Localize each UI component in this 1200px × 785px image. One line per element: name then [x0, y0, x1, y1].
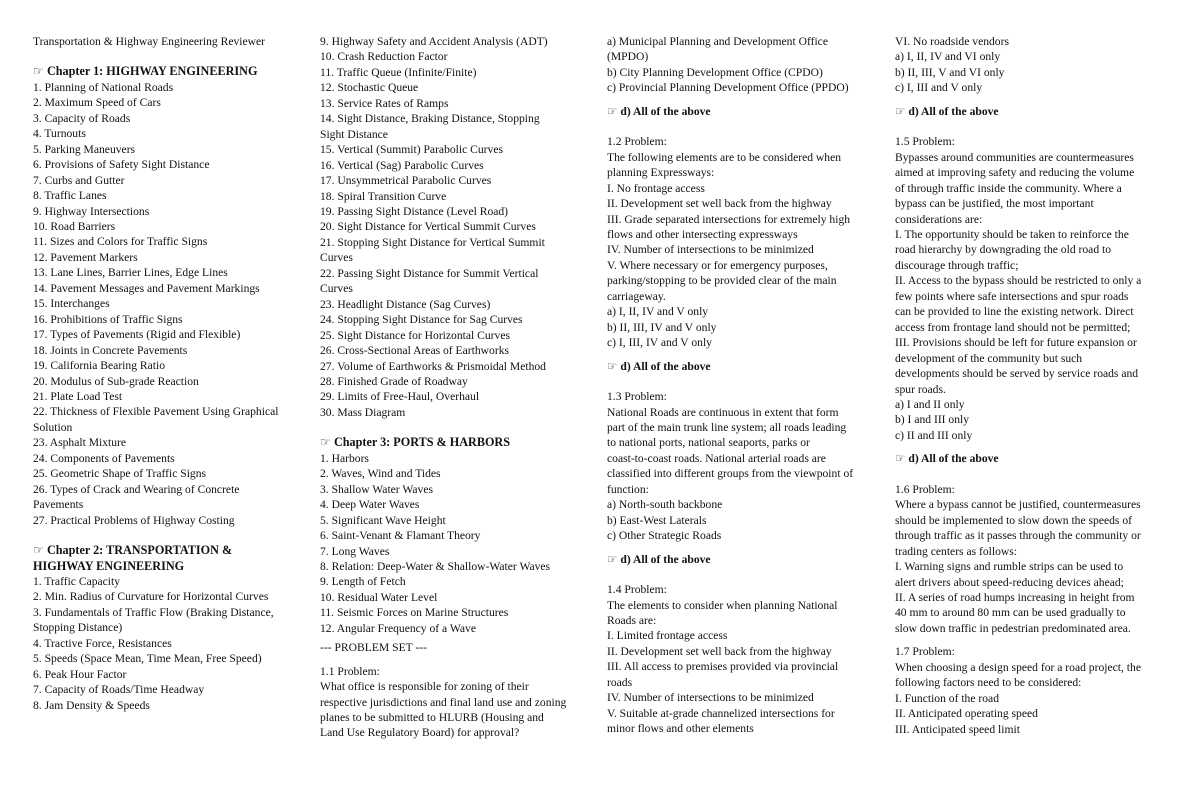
text-line: 40 mm to around 80 mm can be used gradually to: [895, 606, 1126, 620]
text-line: 3. Capacity of Roads: [33, 111, 131, 125]
pointing-hand-icon: ☞: [607, 552, 618, 566]
text-line: 28. Finished Grade of Roadway: [320, 374, 468, 388]
text-line: The following elements are to be considered when: [607, 150, 842, 164]
text-line: c) Provincial Planning Development Office (PPDO): [607, 81, 849, 95]
text-line: 4. Turnouts: [33, 127, 86, 141]
column-1: [33, 34, 311, 713]
text-line: 27. Practical Problems of Highway Costing: [33, 513, 235, 527]
pointing-hand-icon: ☞: [895, 104, 906, 118]
text-line: classified into different groups from the viewpoint of: [607, 467, 854, 481]
text-line: 19. California Bearing Ratio: [33, 359, 166, 373]
text-line: 22. Thickness of Flexible Pavement Using Graphical: [33, 405, 279, 419]
text-line: Sight Distance: [320, 127, 388, 141]
text-line: I. No frontage access: [607, 181, 705, 195]
text-line: 18. Joints in Concrete Pavements: [33, 343, 188, 357]
text-line: a) North-south backbone: [607, 498, 723, 512]
text-line: 6. Saint-Venant & Flamant Theory: [320, 529, 481, 543]
text-line: a) I and II only: [895, 397, 965, 411]
text-line: Curves: [320, 251, 353, 265]
pointing-hand-icon: ☞: [33, 64, 44, 79]
text-line: 4. Tractive Force, Resistances: [33, 636, 172, 650]
text-line: 18. Spiral Transition Curve: [320, 189, 447, 203]
text-line: 7. Curbs and Gutter: [33, 173, 125, 187]
text-line: 7. Long Waves: [320, 544, 390, 558]
text-line: 5. Speeds (Space Mean, Time Mean, Free Speed): [33, 652, 262, 666]
problem-1-7-title: 1.7 Problem:: [895, 645, 955, 659]
document-title: Transportation & Highway Engineering Reviewer: [33, 35, 266, 48]
problem-1-5-text: [895, 150, 1173, 444]
text-line: c) II and III only: [895, 428, 973, 442]
text-line: 8. Jam Density & Speeds: [33, 698, 150, 712]
text-line: 15. Interchanges: [33, 297, 110, 311]
chapter-2-list: [33, 574, 311, 713]
problem-1-1-answer: ☞ d) All of the above: [607, 104, 711, 118]
text-line: 21. Plate Load Test: [33, 389, 123, 403]
text-line: 6. Provisions of Safety Sight Distance: [33, 158, 210, 172]
text-line: 24. Stopping Sight Distance for Sag Curves: [320, 313, 523, 327]
text-line: flows and other intersecting expressways: [607, 227, 798, 241]
text-line: II. A series of road humps increasing in height from: [895, 590, 1135, 604]
text-line: developments should be served by service roads and: [895, 367, 1139, 381]
text-line: 11. Seismic Forces on Marine Structures: [320, 606, 509, 620]
problem-1-4-text-cont: [895, 34, 1173, 96]
text-line: bypass can be justified, the most important: [895, 197, 1094, 211]
text-line: III. All access to premises provided via provincial: [607, 660, 839, 674]
text-line: III. Anticipated speed limit: [895, 722, 1020, 736]
text-line: 12. Stochastic Queue: [320, 81, 419, 95]
text-line: 23. Asphalt Mixture: [33, 436, 127, 450]
text-line: 9. Highway Safety and Accident Analysis (ADT): [320, 35, 548, 48]
text-line: The elements to consider when planning National: [607, 598, 838, 612]
text-line: V. Suitable at-grade channelized intersections for: [607, 706, 835, 720]
text-line: 26. Cross-Sectional Areas of Earthworks: [320, 344, 510, 358]
text-line: 21. Stopping Sight Distance for Vertical Summit: [320, 235, 545, 249]
problem-1-2-answer: ☞ d) All of the above: [607, 359, 711, 373]
text-line: 3. Shallow Water Waves: [320, 482, 433, 496]
text-line: 9. Length of Fetch: [320, 575, 406, 589]
text-line: 10. Road Barriers: [33, 219, 116, 233]
problem-1-2-title: 1.2 Problem:: [607, 135, 667, 149]
text-line: National Roads are continuous in extent that form: [607, 405, 839, 419]
text-line: slow down traffic in pedestrian predominated area.: [895, 621, 1131, 635]
text-line: 25. Sight Distance for Horizontal Curves: [320, 328, 510, 342]
text-line: Roads are:: [607, 613, 657, 627]
text-line: 17. Unsymmetrical Parabolic Curves: [320, 174, 492, 188]
text-line: IV. Number of intersections to be minimized: [607, 691, 814, 705]
text-line: part of the main trunk line system; all roads leading: [607, 420, 847, 434]
text-line: should be implemented to slow down the speeds of: [895, 513, 1132, 527]
text-line: V. Where necessary or for emergency purposes,: [607, 258, 828, 272]
text-line: c) Other Strategic Roads: [607, 529, 722, 543]
text-line: b) I and III only: [895, 413, 970, 427]
text-line: b) II, III, V and VI only: [895, 65, 1005, 79]
text-line: 19. Passing Sight Distance (Level Road): [320, 204, 509, 218]
problem-1-3-answer: ☞ d) All of the above: [607, 552, 711, 566]
text-line: of through traffic inside the community. Where a: [895, 181, 1122, 195]
text-line: 20. Sight Distance for Vertical Summit Curves: [320, 220, 536, 234]
text-line: I. The opportunity should be taken to reinforce the: [895, 227, 1129, 241]
text-line: c) I, III, IV and V only: [607, 336, 712, 350]
text-line: 17. Types of Pavements (Rigid and Flexible): [33, 328, 241, 342]
text-line: a) I, II, IV and V only: [607, 305, 709, 319]
pointing-hand-icon: ☞: [607, 104, 618, 118]
text-line: respective jurisdictions and final land use and zoning: [320, 695, 567, 709]
text-line: considerations are:: [895, 212, 983, 226]
text-line: b) East-West Laterals: [607, 513, 707, 527]
problem-1-6-text: [895, 497, 1173, 636]
text-line: function:: [607, 482, 649, 496]
text-line: II. Access to the bypass should be restricted to only a: [895, 274, 1142, 288]
text-line: 27. Volume of Earthworks & Prismoidal Method: [320, 359, 546, 373]
text-line: 16. Prohibitions of Traffic Signs: [33, 312, 183, 326]
text-line: 20. Modulus of Sub-grade Reaction: [33, 374, 199, 388]
text-line: Curves: [320, 282, 353, 296]
text-line: minor flows and other elements: [607, 722, 754, 736]
text-line: 1. Harbors: [320, 451, 369, 465]
text-line: 2. Maximum Speed of Cars: [33, 96, 161, 110]
text-line: 10. Residual Water Level: [320, 590, 438, 604]
text-line: through traffic as it passes through the community or: [895, 529, 1141, 543]
text-line: 23. Headlight Distance (Sag Curves): [320, 297, 491, 311]
text-line: 12. Pavement Markers: [33, 250, 138, 264]
text-line: 25. Geometric Shape of Traffic Signs: [33, 467, 207, 481]
chapter-2-heading-cont: HIGHWAY ENGINEERING: [33, 558, 185, 573]
text-line: following factors need to be considered:: [895, 676, 1082, 690]
text-line: When choosing a design speed for a road project, the: [895, 660, 1141, 674]
text-line: 14. Sight Distance, Braking Distance, Stopping: [320, 112, 540, 126]
text-line: 30. Mass Diagram: [320, 405, 406, 419]
text-line: 3. Fundamentals of Traffic Flow (Braking Distance,: [33, 605, 274, 619]
problem-1-5-answer: ☞ d) All of the above: [895, 452, 999, 466]
column-3: [607, 34, 883, 737]
text-line: can be provided to line the existing network. Direct: [895, 305, 1134, 319]
chapter-1-heading: ☞ Chapter 1: HIGHWAY ENGINEERING: [33, 64, 258, 79]
text-line: VI. No roadside vendors: [895, 35, 1009, 48]
text-line: 22. Passing Sight Distance for Summit Vertical: [320, 266, 539, 280]
text-line: (MPDO): [607, 50, 649, 64]
text-line: 11. Sizes and Colors for Traffic Signs: [33, 235, 208, 249]
text-line: trading centers as follows:: [895, 544, 1018, 558]
text-line: 12. Angular Frequency of a Wave: [320, 621, 476, 635]
text-line: 10. Crash Reduction Factor: [320, 50, 448, 64]
text-line: c) I, III and V only: [895, 81, 983, 95]
text-line: 13. Service Rates of Ramps: [320, 96, 449, 110]
text-line: Land Use Regulatory Board) for approval?: [320, 726, 520, 740]
text-line: aimed at improving safety and reducing the volume: [895, 166, 1135, 180]
text-line: 24. Components of Pavements: [33, 451, 175, 465]
text-line: 9. Highway Intersections: [33, 204, 150, 218]
text-line: b) II, III, IV and V only: [607, 320, 717, 334]
text-line: Stopping Distance): [33, 621, 123, 635]
text-line: I. Function of the road: [895, 691, 999, 705]
text-line: parking/stopping to be provided clear of the main: [607, 274, 837, 288]
text-line: to national ports, national seaports, parks or: [607, 436, 810, 450]
problem-1-4-text: [607, 598, 883, 737]
problem-1-5-title: 1.5 Problem:: [895, 135, 955, 149]
problem-1-6-title: 1.6 Problem:: [895, 482, 955, 496]
text-line: III. Grade separated intersections for extremely high: [607, 212, 851, 226]
pointing-hand-icon: ☞: [607, 359, 618, 373]
text-line: a) Municipal Planning and Development Office: [607, 35, 828, 48]
problem-1-2-text: [607, 150, 883, 351]
text-line: II. Development set well back from the highway: [607, 197, 832, 211]
text-line: 15. Vertical (Summit) Parabolic Curves: [320, 143, 503, 157]
text-line: planes to be submitted to HLURB (Housing and: [320, 711, 544, 725]
text-line: 26. Types of Crack and Wearing of Concrete: [33, 482, 240, 496]
column-4: [895, 34, 1173, 737]
problem-1-4-answer: ☞ d) All of the above: [895, 104, 999, 118]
text-line: road hierarchy by downgrading the old road to: [895, 243, 1112, 257]
text-line: 11. Traffic Queue (Infinite/Finite): [320, 65, 477, 79]
text-line: development of the community but such: [895, 351, 1083, 365]
text-line: 1. Traffic Capacity: [33, 574, 121, 588]
text-line: planning Expressways:: [607, 166, 715, 180]
text-line: 29. Limits of Free-Haul, Overhaul: [320, 390, 480, 404]
text-line: I. Limited frontage access: [607, 629, 728, 643]
text-line: What office is responsible for zoning of their: [320, 680, 529, 694]
text-line: 6. Peak Hour Factor: [33, 667, 127, 681]
text-line: Solution: [33, 420, 73, 434]
text-line: Where a bypass cannot be justified, countermeasures: [895, 498, 1141, 512]
text-line: a) I, II, IV and VI only: [895, 50, 1001, 64]
text-line: 14. Pavement Messages and Pavement Markings: [33, 281, 260, 295]
text-line: 4. Deep Water Waves: [320, 498, 420, 512]
text-line: III. Provisions should be left for future expansion or: [895, 336, 1137, 350]
text-line: b) City Planning Development Office (CPDO): [607, 65, 823, 79]
problem-1-1-title: 1.1 Problem:: [320, 664, 380, 678]
problem-1-1-text: [320, 679, 596, 741]
text-line: 8. Traffic Lanes: [33, 189, 107, 203]
pointing-hand-icon: ☞: [895, 452, 906, 466]
text-line: Bypasses around communities are countermeasures: [895, 150, 1134, 164]
column-2: [320, 34, 596, 741]
text-line: discourage through traffic;: [895, 258, 1019, 272]
text-line: alert drivers about speed-reducing devices ahead;: [895, 575, 1124, 589]
text-line: few points where safe intersections and spur roads: [895, 289, 1129, 303]
text-line: 16. Vertical (Sag) Parabolic Curves: [320, 158, 484, 172]
text-line: II. Development set well back from the highway: [607, 644, 832, 658]
pointing-hand-icon: ☞: [33, 543, 44, 558]
text-line: access from frontage land should not be permitted;: [895, 320, 1131, 334]
text-line: 8. Relation: Deep-Water & Shallow-Water Waves: [320, 559, 551, 573]
text-line: spur roads.: [895, 382, 946, 396]
problem-1-3-text: [607, 405, 883, 544]
text-line: IV. Number of intersections to be minimized: [607, 243, 814, 257]
text-line: 13. Lane Lines, Barrier Lines, Edge Lines: [33, 266, 228, 280]
problem-1-4-title: 1.4 Problem:: [607, 583, 667, 597]
text-line: 5. Parking Maneuvers: [33, 142, 136, 156]
text-line: roads: [607, 675, 633, 689]
text-line: 1. Planning of National Roads: [33, 80, 174, 94]
problem-1-1-choices: [607, 34, 883, 96]
problem-set-label: --- PROBLEM SET ---: [320, 641, 428, 655]
text-line: coast-to-coast roads. National arterial roads are: [607, 451, 826, 465]
text-line: 5. Significant Wave Height: [320, 513, 446, 527]
text-line: Pavements: [33, 498, 84, 512]
chapter-2-list-cont: [320, 34, 596, 420]
text-line: 7. Capacity of Roads/Time Headway: [33, 683, 205, 697]
text-line: carriageway.: [607, 289, 666, 303]
text-line: I. Warning signs and rumble strips can be used to: [895, 560, 1124, 574]
text-line: II. Anticipated operating speed: [895, 707, 1038, 721]
chapter-3-list: [320, 451, 596, 636]
text-line: 2. Waves, Wind and Tides: [320, 467, 441, 481]
chapter-2-heading: ☞ Chapter 2: TRANSPORTATION &: [33, 543, 233, 558]
chapter-1-list: [33, 80, 311, 528]
problem-1-3-title: 1.3 Problem:: [607, 390, 667, 404]
problem-1-7-text: [895, 660, 1173, 737]
pointing-hand-icon: ☞: [320, 435, 331, 450]
text-line: 2. Min. Radius of Curvature for Horizontal Curves: [33, 590, 269, 604]
chapter-3-heading: ☞ Chapter 3: PORTS & HARBORS: [320, 435, 511, 450]
